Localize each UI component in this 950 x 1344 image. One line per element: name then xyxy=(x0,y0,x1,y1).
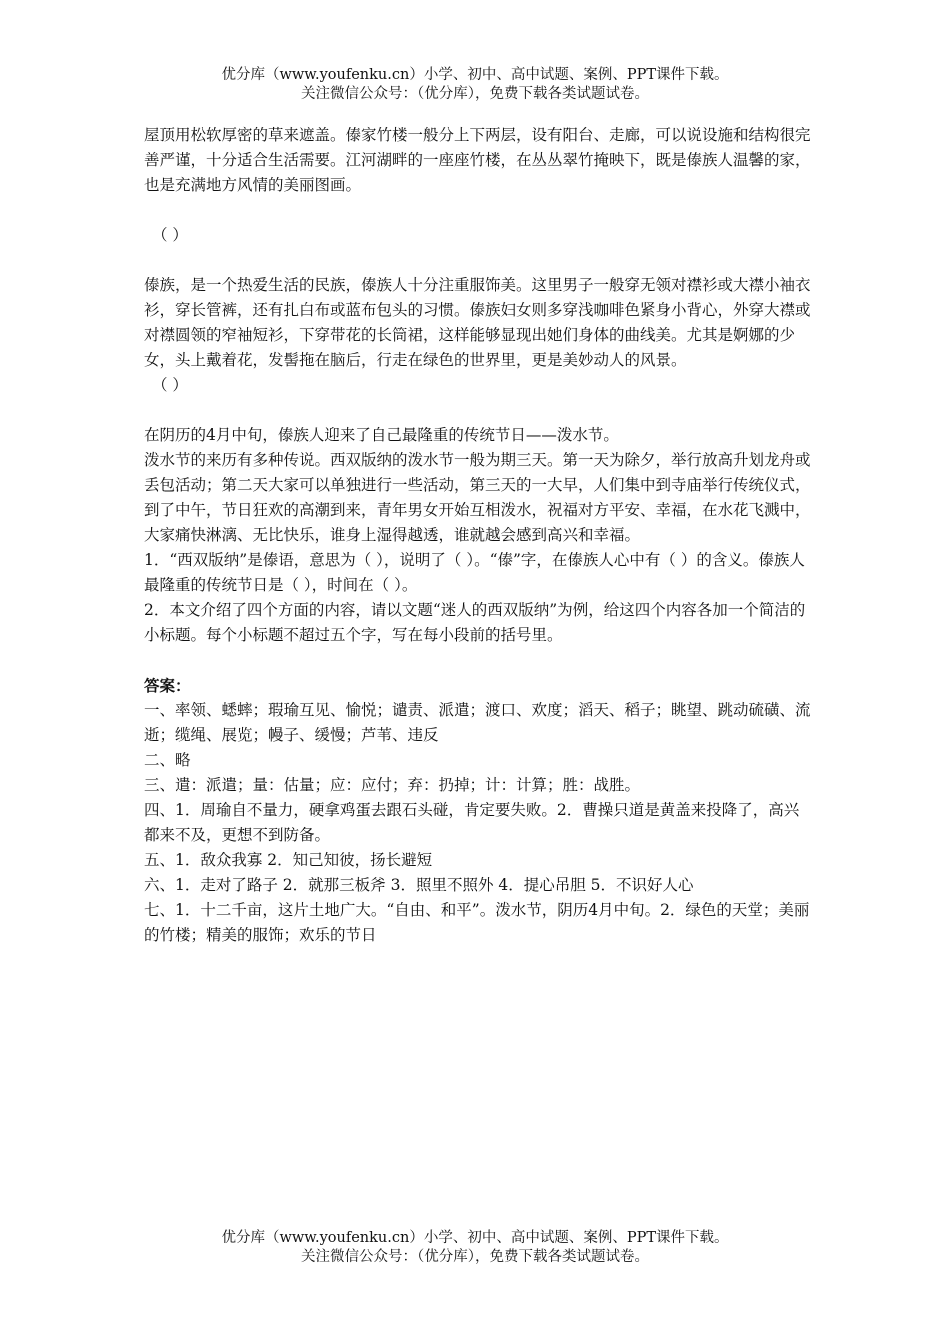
answer-item: 一、率领、蟋蟀；瑕瑜互见、愉悦；谴责、派遣；渡口、欢度；滔天、稻子；眺望、跳动硫磺、流逝；缆绳、展览；幔子、缓慢；芦苇、违反 xyxy=(144,701,811,744)
passage-paragraph-festival: 泼水节的来历有多种传说。西双版纳的泼水节一般为期三天。第一天为除夕，举行放高升划龙舟或丢包活动；第二天大家可以单独进行一些活动，第三天的一大早，人们集中到寺庙举行传统仪式，到了中午，节日狂欢的高潮到来，青年男女开始互相泼水，祝福对方平安、幸福，在水花飞溅中，大家痛快淋漓、无比快乐，谁身上湿得越透，谁就越会感到高兴和幸福。 xyxy=(144,451,811,544)
heading-blank-1: （ ） xyxy=(152,226,188,244)
document-body xyxy=(144,123,814,948)
passage-paragraph-bamboo-house: 屋顶用松软厚密的草来遮盖。傣家竹楼一般分上下两层，设有阳台、走廊，可以说设施和结构很完善严谨，十分适合生活需要。江河湖畔的一座座竹楼，在丛丛翠竹掩映下，既是傣族人温馨的家，也是充满地方风情的美丽图画。 xyxy=(144,126,811,194)
answer-item: 二、略 xyxy=(144,751,191,769)
page-footer xyxy=(0,1229,950,1267)
question-1: 1．“西双版纳”是傣语，意思为（ ），说明了（ ）。“傣”字，在傣族人心中有（ ）的含义。傣族人最隆重的传统节日是（ ），时间在（ ）。 xyxy=(144,551,805,594)
heading-blank-2: （ ） xyxy=(152,376,188,394)
answer-item: 五、1．敌众我寡 2．知己知彼，扬长避短 xyxy=(144,851,433,869)
answers-title: 答案： xyxy=(144,676,191,695)
answer-item: 四、1．周瑜自不量力，硬拿鸡蛋去跟石头碰，肯定要失败。2．曹操只道是黄盖来投降了，高兴都来不及，更想不到防备。 xyxy=(144,801,800,844)
footer-line-1: 优分库（www.youfenku.cn）小学、初中、高中试题、案例、PPT课件下载。 xyxy=(221,1230,729,1246)
page-header xyxy=(0,66,950,104)
header-line-2: 关注微信公众号：（优分库），免费下载各类试题试卷。 xyxy=(301,86,649,102)
header-line-1: 优分库（www.youfenku.cn）小学、初中、高中试题、案例、PPT课件下载。 xyxy=(221,67,729,83)
answer-item: 三、遣：派遣；量：估量；应：应付；弃：扔掉；计：计算；胜：战胜。 xyxy=(144,776,641,794)
answer-item: 七、1．十二千亩，这片土地广大。“自由、和平”。泼水节，阴历4月中旬。2．绿色的天堂；美丽的竹楼；精美的服饰；欢乐的节日 xyxy=(144,901,810,944)
footer-line-2: 关注微信公众号：（优分库），免费下载各类试题试卷。 xyxy=(301,1249,649,1265)
passage-paragraph-clothes: 傣族，是一个热爱生活的民族，傣族人十分注重服饰美。这里男子一般穿无领对襟衫或大襟小袖衣衫，穿长管裤，还有扎白布或蓝布包头的习惯。傣族妇女则多穿浅咖啡色紧身小背心，外穿大襟或对襟圆领的窄袖短衫，下穿带花的长筒裙，这样能够显现出她们身体的曲线美。尤其是婀娜的少女，头上戴着花，发髻拖在脑后，行走在绿色的世界里，更是美妙动人的风景。 xyxy=(144,276,811,369)
passage-paragraph-festival-intro: 在阴历的4月中旬，傣族人迎来了自己最隆重的传统节日——泼水节。 xyxy=(144,426,619,444)
question-2: 2．本文介绍了四个方面的内容，请以文题“迷人的西双版纳”为例，给这四个内容各加一个简洁的小标题。每个小标题不超过五个字，写在每小段前的括号里。 xyxy=(144,601,806,644)
answer-item: 六、1．走对了路子 2．就那三板斧 3．照里不照外 4．提心吊胆 5．不识好人心 xyxy=(144,876,694,894)
